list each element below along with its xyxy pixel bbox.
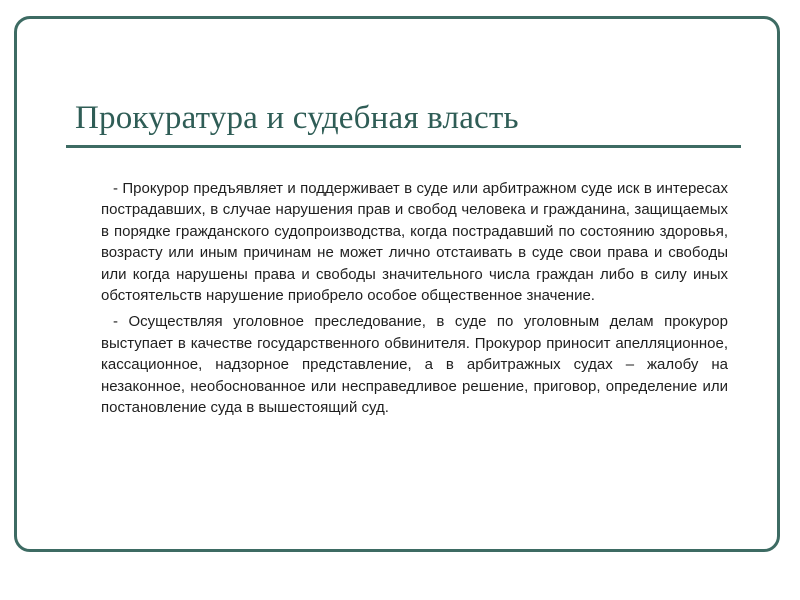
paragraph-criminal-prosecution: - Осуществляя уголовное преследование, в суде по уголовным делам прокурор выступает в качестве государственного обвинителя. Прокурор приносит апелляционное, кассационное, надзорное представление, а в арбитражных судах – жалобу на незаконное, необоснованное или несправедливое решение, приговор, определение или постановление суда в вышестоящий суд.	[101, 313, 728, 417]
slide-body	[101, 178, 728, 423]
slide-title: Прокуратура и судебная власть	[75, 100, 519, 136]
paragraph-prosecutor-lawsuit: - Прокурор предъявляет и поддерживает в суде или арбитражном суде иск в интересах пострадавших, в случае нарушения прав и свобод человека и гражданина, защищаемых в порядке гражданского судопроизводства, когда пострадавший по состоянию здоровья, возрасту или иным причинам не может лично отстаивать в суде свои права и свободы или когда нарушены права и свободы значительного числа граждан либо в силу иных обстоятельств нарушение приобрело особое общественное значение.	[101, 180, 728, 305]
title-underline	[66, 145, 741, 148]
